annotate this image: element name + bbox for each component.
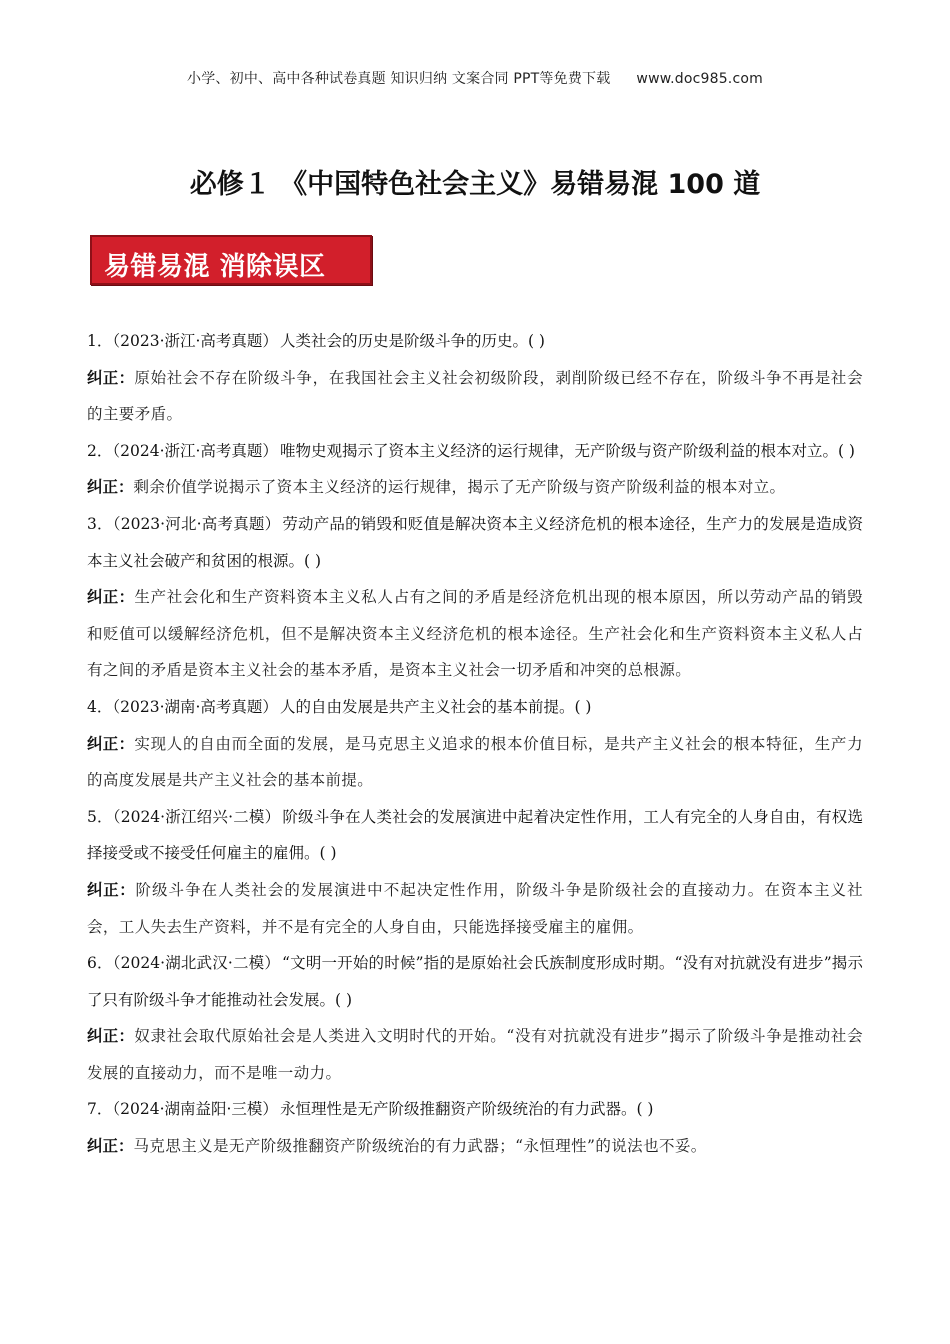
question-2 [87,433,863,470]
header-site: www.doc985.com [636,71,763,87]
question-5 [87,799,863,872]
question-list [87,323,863,1165]
question-text: 永恒理性是无产阶级推翻资产阶级统治的有力武器。( ) [279,1100,654,1119]
question-text: 唯物史观揭示了资本主义经济的运行规律，无产阶级与资产阶级利益的根本对立。( ) [279,441,855,460]
question-number: 3． [87,514,113,533]
question-1 [87,323,863,360]
correction-text: 阶级斗争在人类社会的发展演进中不起决定性作用，阶级斗争是阶级社会的直接动力。在资本主义社会，工人失去生产资料，并不是有完全的人身自由，只能选择接受雇主的雇佣。 [87,880,863,936]
correction-4 [87,726,863,799]
correction-label: 纠正： [87,734,135,753]
question-number: 4． [87,697,113,716]
correction-3 [87,579,863,689]
question-source: （2024·浙江绍兴·二模） [112,807,281,826]
question-text: 人的自由发展是共产主义社会的基本前提。( ) [279,697,592,716]
question-number: 5． [87,807,113,826]
correction-label: 纠正： [87,1027,135,1046]
question-text: 劳动产品的销毁和贬值是解决资本主义经济危机的根本途径，生产力的发展是造成资本主义社会破产和贫困的根源。( ) [87,514,863,570]
correction-label: 纠正： [87,368,135,387]
correction-text: 奴隶社会取代原始社会是人类进入文明时代的开始。“没有对抗就没有进步”揭示了阶级斗争是推动社会发展的直接动力，而不是唯一动力。 [87,1027,863,1082]
header-text: 小学、初中、高中各种试卷真题 知识归纳 文案合同 PPT等免费下载 [187,71,611,87]
correction-text: 实现人的自由而全面的发展，是马克思主义追求的根本价值目标，是共产主义社会的根本特征，生产力的高度发展是共产主义社会的基本前提。 [87,734,863,790]
question-number: 2． [87,441,113,460]
question-source: （2023·浙江·高考真题） [112,332,278,350]
correction-5 [87,872,863,945]
question-source: （2024·浙江·高考真题） [112,441,278,460]
section-banner [90,235,372,285]
correction-1 [87,360,863,433]
question-source: （2024·湖北武汉·二模） [112,954,281,973]
question-3 [87,506,863,579]
correction-label: 纠正： [87,478,134,497]
correction-label: 纠正： [87,1137,134,1156]
banner-label: 易错易混 消除误区 [104,252,326,282]
question-text: “文明一开始的时候”指的是原始社会氏族制度形成时期。“没有对抗就没有进步”揭示了只有阶级斗争才能推动社会发展。( ) [87,954,863,1009]
question-number: 1． [87,332,113,350]
question-number: 6． [87,954,113,973]
correction-text: 生产社会化和生产资料资本主义私人占有之间的矛盾是经济危机出现的根本原因，所以劳动产品的销毁和贬值可以缓解经济危机，但不是解决资本主义经济危机的根本途径。生产社会化和生产资料资本主义私人占有之间的矛盾是资本主义社会的基本矛盾，是资本主义社会一切矛盾和冲突的总根源。 [87,588,863,680]
correction-text: 原始社会不存在阶级斗争，在我国社会主义社会初级阶段，剥削阶级已经不存在，阶级斗争不再是社会的主要矛盾。 [87,368,863,424]
correction-7 [87,1128,863,1165]
question-source: （2024·湖南益阳·三模） [112,1100,278,1119]
question-number: 7． [87,1100,113,1119]
correction-text: 马克思主义是无产阶级推翻资产阶级统治的有力武器；“永恒理性”的说法也不妥。 [133,1137,707,1156]
question-6 [87,945,863,1018]
page-header [0,68,950,88]
correction-label: 纠正： [87,880,136,899]
correction-6 [87,1018,863,1091]
question-4 [87,689,863,726]
question-source: （2023·湖南·高考真题） [112,697,278,716]
correction-2 [87,469,863,506]
question-source: （2023·河北·高考真题） [112,514,281,533]
correction-label: 纠正： [87,588,135,607]
question-text: 阶级斗争在人类社会的发展演进中起着决定性作用，工人有完全的人身自由，有权选择接受或不接受任何雇主的雇佣。( ) [87,807,863,863]
question-text: 人类社会的历史是阶级斗争的历史。( ) [279,332,545,350]
page-title: 必修１ 《中国特色社会主义》易错易混 100 道 [189,169,761,200]
correction-text: 剩余价值学说揭示了资本主义经济的运行规律，揭示了无产阶级与资产阶级利益的根本对立。 [133,478,786,497]
question-7 [87,1091,863,1128]
